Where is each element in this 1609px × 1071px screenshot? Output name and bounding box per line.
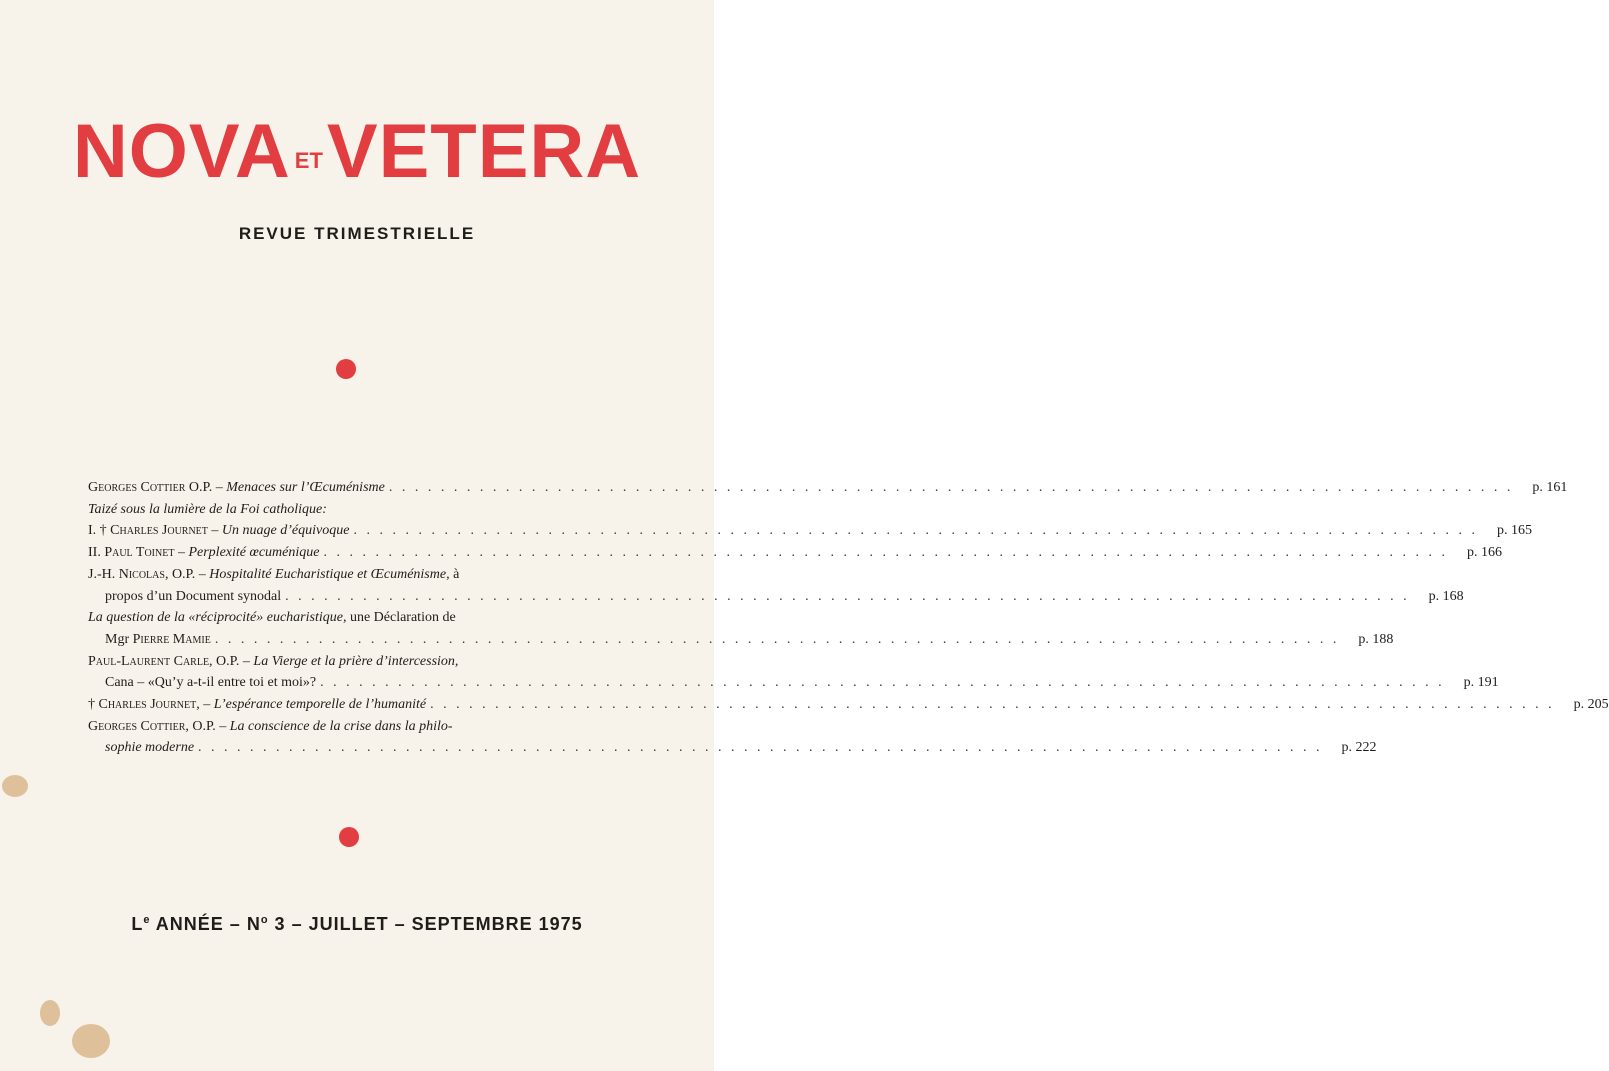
toc-text (88, 651, 458, 673)
toc-entry (88, 542, 1502, 564)
toc-number: II. (88, 545, 105, 561)
toc-page: p. 166 (1466, 545, 1502, 561)
toc-line (88, 651, 626, 673)
toc-entry (88, 607, 1394, 650)
toc-separator: – (215, 718, 230, 734)
red-dot-ornament (336, 359, 356, 379)
annee-word: ANNÉE (150, 914, 224, 934)
title-nova: NOVA (72, 109, 291, 194)
toc-line-continued (88, 586, 1464, 608)
toc-entry (88, 694, 1609, 716)
toc-author: Charles Journet (110, 523, 208, 539)
toc-separator: – (207, 523, 222, 539)
toc-line-continued (88, 737, 1377, 759)
separator: – (285, 914, 309, 934)
toc-number: I. † (88, 523, 111, 539)
journal-title (0, 108, 714, 195)
toc-page: p. 165 (1496, 523, 1532, 539)
toc-continuation: Cana – «Qu’y a-t-il entre toi et moi»? (105, 675, 317, 691)
toc-separator: – (239, 653, 254, 669)
toc-leader: . . . . . . . . . . . . . . . . . . . . . . . . . . . . . . . . . . . . . . . . . . . . . . . . . . . . . . . . . . . . . . . . . . . . . . . . . . . . . . . . . . . . . . . (430, 697, 1555, 713)
annee-letter: L (131, 914, 144, 934)
toc-leader: . . . . . . . . . . . . . . . . . . . . . . . . . . . . . . . . . . . . . . . . . . . . . . . . . . . . . . . . . . . . . . . . . . . . . . . . . . . . . . . . . . . . . . . (214, 631, 1340, 647)
toc-continuation-prefix: Mgr (105, 631, 133, 647)
toc-heading: Taizé sous la lumière de la Foi catholique: (88, 501, 327, 517)
toc-author: Pierre Mamie (132, 631, 211, 647)
toc-title: L’espérance temporelle de l’humanité (213, 697, 427, 713)
stain (2, 775, 28, 797)
toc-separator: – (174, 545, 189, 561)
toc-page: p. 191 (1463, 675, 1499, 691)
toc-author: J.-H. Nicolas, O.P. (88, 566, 196, 582)
toc-entry (88, 499, 626, 521)
toc-entry (88, 716, 1377, 759)
toc-text (88, 477, 385, 499)
toc-author: Paul-Laurent Carle, O.P. (88, 653, 240, 669)
table-of-contents (88, 477, 1609, 759)
toc-line (88, 564, 626, 586)
toc-line (88, 694, 1609, 716)
toc-text (88, 520, 349, 542)
toc-leader: . . . . . . . . . . . . . . . . . . . . . . . . . . . . . . . . . . . . . . . . . . . . . . . . . . . . . . . . . . . . . . . . . . . . . . . . . . . . . . . . . . . . . . . (323, 545, 1448, 561)
toc-text (88, 716, 453, 738)
toc-text (88, 542, 319, 564)
toc-line (88, 716, 626, 738)
toc-leader: . . . . . . . . . . . . . . . . . . . . . . . . . . . . . . . . . . . . . . . . . . . . . . . . . . . . . . . . . . . . . . . . . . . . . . . . . . . . . . . . . . . . . . . (198, 740, 1323, 756)
toc-separator: – (195, 566, 210, 582)
toc-leader: . . . . . . . . . . . . . . . . . . . . . . . . . . . . . . . . . . . . . . . . . . . . . . . . . . . . . . . . . . . . . . . . . . . . . . . . . . . . . . . . . . . . . . . (285, 588, 1410, 604)
toc-title: La question de la «réciprocité» eucharistique, (88, 610, 347, 626)
toc-page: p. 168 (1428, 588, 1464, 604)
toc-page: p. 205 (1573, 697, 1609, 713)
toc-title: Menaces sur l’Œcuménisme (226, 480, 385, 495)
toc-title-tail: une Déclaration de (346, 610, 456, 626)
toc-entry (88, 520, 1532, 542)
toc-author: Charles Journet, (98, 697, 200, 713)
toc-author: Paul Toinet (104, 545, 175, 561)
title-et: ET (294, 148, 323, 173)
toc-number: † (88, 697, 99, 713)
toc-text (88, 694, 426, 716)
toc-line (88, 607, 626, 629)
stain (40, 1000, 60, 1026)
toc-title: Hospitalité Eucharistique et Œcuménisme, (209, 566, 450, 582)
title-vetera: VETERA (326, 109, 642, 194)
toc-page: p. 188 (1358, 631, 1394, 647)
toc-text (105, 672, 316, 694)
toc-entry (88, 477, 1568, 499)
toc-text (105, 629, 211, 651)
toc-heading-line (88, 499, 626, 521)
toc-continuation: sophie moderne (105, 740, 195, 756)
toc-title: Un nuage d’équivoque (221, 523, 350, 539)
toc-title-tail: à (449, 566, 460, 582)
toc-line (88, 477, 1568, 499)
numero-label: N (246, 914, 261, 934)
toc-continuation: propos d’un Document synodal (105, 588, 282, 604)
toc-separator: – (212, 480, 227, 495)
toc-entry (88, 564, 1464, 607)
toc-leader: . . . . . . . . . . . . . . . . . . . . . . . . . . . . . . . . . . . . . . . . . . . . . . . . . . . . . . . . . . . . . . . . . . . . . . . . . . . . . . . . . . . . . . . (353, 523, 1478, 539)
toc-entry (88, 651, 1499, 694)
separator: – (223, 914, 247, 934)
toc-line (88, 520, 1532, 542)
toc-page: p. 161 (1532, 480, 1568, 495)
issue-period: JUILLET – SEPTEMBRE 1975 (308, 914, 583, 934)
toc-title: La Vierge et la prière d’intercession, (253, 653, 459, 669)
toc-line-continued (88, 629, 1394, 651)
toc-page: p. 222 (1341, 740, 1377, 756)
toc-title: La conscience de la crise dans la philo- (229, 718, 453, 734)
subtitle: REVUE TRIMESTRIELLE (238, 224, 476, 243)
toc-leader: . . . . . . . . . . . . . . . . . . . . . . . . . . . . . . . . . . . . . . . . . . . . . . . . . . . . . . . . . . . . . . . . . . . . . . . . . . . . . . . . . . . . . . . (388, 480, 1514, 495)
stain (72, 1024, 110, 1058)
toc-text (105, 737, 194, 759)
annee-sup: e (143, 914, 151, 926)
toc-author: Georges Cottier, O.P. (88, 718, 216, 734)
numero-sup: o (260, 914, 269, 926)
toc-line (88, 542, 1502, 564)
toc-author: Georges Cottier O.P. (88, 480, 213, 495)
toc-text (88, 607, 456, 629)
toc-line-continued (88, 672, 1499, 694)
toc-text (105, 586, 281, 608)
issue-info (0, 914, 714, 935)
toc-text (88, 564, 459, 586)
toc-separator: – (199, 697, 214, 713)
red-dot-ornament (339, 827, 359, 847)
toc-leader: . . . . . . . . . . . . . . . . . . . . . . . . . . . . . . . . . . . . . . . . . . . . . . . . . . . . . . . . . . . . . . . . . . . . . . . . . . . . . . . . . . . . . . . (320, 675, 1445, 691)
numero-value: 3 (268, 914, 286, 934)
toc-title: Perplexité œcuménique (188, 545, 320, 561)
